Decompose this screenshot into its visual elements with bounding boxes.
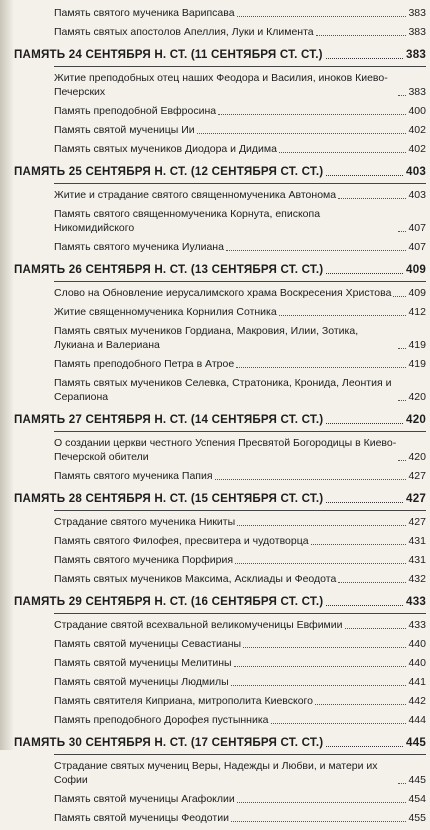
page-number: 400 [408,105,426,117]
dot-leader [326,273,403,274]
page-number: 407 [408,222,426,234]
dot-leader [237,802,407,803]
toc-entry[interactable] [14,713,426,727]
entry-title: Память святых мучеников Гордиана, Макровия, Илии, Зотика, Лукиана и Валериана [54,325,359,351]
entry-title: О создании церкви честного Успения Пресвятой Богородицы в Киево-Печерской обители [54,437,397,463]
dot-leader [398,95,406,96]
page-edge-shadow [0,0,14,750]
entry-title: Память святых мучеников Диодора и Дидима [54,143,277,155]
dot-leader [236,367,406,368]
page-number: 419 [408,358,426,370]
toc-entry[interactable] [14,286,426,300]
toc-entry[interactable] [14,240,426,254]
page-number: 419 [408,339,426,351]
page-number: 420 [408,391,426,403]
entry-title: Память святого мученика Варипсава [54,7,235,19]
dot-leader [279,152,406,153]
entry-title: Память святого мученика Иулиана [54,241,224,253]
page-number: 402 [408,124,426,136]
toc-section-heading[interactable] [14,48,426,62]
section-rule [54,431,426,432]
toc-entry[interactable] [14,515,426,529]
entry-title: Память святой мученицы Мелитины [54,657,232,669]
toc-entry[interactable] [14,357,426,371]
dot-leader [326,423,403,424]
toc-entry[interactable] [14,324,426,352]
section-title: ПАМЯТЬ 27 СЕНТЯБРЯ Н. СТ. (14 СЕНТЯБРЯ СТ. СТ.) [14,413,324,426]
entry-title: Память святителя Киприана, митрополита Киевского [54,695,313,707]
entry-title: Страдание святой всехвальной великомученицы Евфимии [54,619,343,631]
dot-leader [398,400,406,401]
toc-entry[interactable] [14,71,426,99]
toc-entry[interactable] [14,6,426,20]
dot-leader [326,746,403,747]
page-number: 427 [406,492,426,505]
toc-entry[interactable] [14,25,426,39]
dot-leader [326,605,403,606]
dot-leader [235,563,406,564]
page-number: 420 [408,451,426,463]
toc-entry[interactable] [14,572,426,586]
section-title: ПАМЯТЬ 28 СЕНТЯБРЯ Н. СТ. (15 СЕНТЯБРЯ СТ. СТ.) [14,492,324,505]
page-number: 403 [408,189,426,201]
dot-leader [271,723,407,724]
entry-title: Память святого священномученика Корнута, епископа Никомидийского [54,208,321,234]
entry-title: Слово на Обновление иерусалимского храма Воскресения Христова [54,287,392,299]
entry-title: Память святого Филофея, пресвитера и чудотворца [54,535,309,547]
section-rule [54,613,426,614]
page-number: 420 [406,413,426,426]
entry-title: Память святого мученика Папия [54,470,213,482]
page-number: 442 [408,695,426,707]
toc-entry[interactable] [14,811,426,825]
page-number: 454 [408,793,426,805]
toc-entry[interactable] [14,534,426,548]
dot-leader [326,175,403,176]
toc-section-heading[interactable] [14,736,426,750]
section-title: ПАМЯТЬ 24 СЕНТЯБРЯ Н. СТ. (11 СЕНТЯБРЯ СТ. СТ.) [14,48,323,61]
page-number: 383 [406,48,426,61]
dot-leader [231,685,407,686]
page-number: 407 [408,241,426,253]
toc-entry[interactable] [14,469,426,483]
dot-leader [398,348,406,349]
page-number: 440 [408,638,426,650]
toc-entry[interactable] [14,618,426,632]
entry-title: Память святой мученицы Людмилы [54,676,229,688]
table-of-contents [14,6,426,830]
section-rule [54,281,426,282]
page-number: 444 [408,714,426,726]
page-number: 402 [408,143,426,155]
toc-section-heading[interactable] [14,165,426,179]
dot-leader [338,582,406,583]
toc-entry[interactable] [14,656,426,670]
page-number: 431 [408,554,426,566]
dot-leader [315,704,406,705]
dot-leader [234,666,407,667]
page-number: 433 [406,595,426,608]
section-rule [54,754,426,755]
dot-leader [237,16,407,17]
toc-entry[interactable] [14,553,426,567]
entry-title: Житие священномученика Корнилия Сотника [54,306,277,318]
toc-entry[interactable] [14,792,426,806]
dot-leader [218,114,406,115]
section-title: ПАМЯТЬ 30 СЕНТЯБРЯ Н. СТ. (17 СЕНТЯБРЯ СТ. СТ.) [14,736,324,749]
section-rule [54,510,426,511]
toc-entry[interactable] [14,207,426,235]
entry-title: Память святой мученицы Феодотии [54,812,229,824]
page-number: 383 [408,26,426,38]
toc-entry[interactable] [14,142,426,156]
entry-title: Память святых мучеников Максима, Асклиады и Феодота [54,573,337,585]
dot-leader [345,628,407,629]
entry-title: Память преподобного Петра в Атрое [54,358,235,370]
page-number: 445 [406,736,426,749]
page-number: 427 [408,470,426,482]
dot-leader [231,821,407,822]
toc-section-heading[interactable] [14,263,426,277]
entry-title: Память преподобной Евфросина [54,105,217,117]
toc-entry[interactable] [14,436,426,464]
dot-leader [243,647,406,648]
entry-title: Страдание святого мученика Никиты [54,516,236,528]
dot-leader [338,198,406,199]
toc-section-heading[interactable] [14,595,426,609]
page-number: 441 [408,676,426,688]
dot-leader [237,525,406,526]
toc-entry[interactable] [14,675,426,689]
dot-leader [316,35,407,36]
toc-entry[interactable] [14,637,426,651]
entry-title: Память святых мучеников Селевка, Стратоника, Кронида, Леонтия и Серапиона [54,377,392,403]
entry-title: Страдание святых мучениц Веры, Надежды и Любви, и матери их Софии [54,760,378,786]
entry-title: Память святой мученицы Агафоклии [54,793,235,805]
toc-entry[interactable] [14,759,426,787]
page-number: 455 [408,812,426,824]
dot-leader [197,133,407,134]
entry-title: Житие преподобных отец наших Феодора и Василия, иноков Киево-Печерских [54,72,388,98]
entry-title: Память святых апостолов Апеллия, Луки и Климента [54,26,314,38]
toc-entry[interactable] [14,376,426,404]
page-number: 433 [408,619,426,631]
dot-leader [226,250,407,251]
dot-leader [279,315,407,316]
page-number: 432 [408,573,426,585]
toc-section-heading[interactable] [14,492,426,506]
dot-leader [326,502,403,503]
dot-leader [326,58,403,59]
entry-title: Память святой мученицы Севастианы [54,638,242,650]
section-title: ПАМЯТЬ 25 СЕНТЯБРЯ Н. СТ. (12 СЕНТЯБРЯ СТ. СТ.) [14,165,324,178]
entry-title: Житие и страдание святого священномученика Автонома [54,189,337,201]
section-rule [54,183,426,184]
toc-entry[interactable] [14,104,426,118]
toc-entry[interactable] [14,188,426,202]
dot-leader [311,544,407,545]
entry-title: Память святого мученика Порфирия [54,554,234,566]
toc-entry[interactable] [14,305,426,319]
toc-section-heading[interactable] [14,413,426,427]
dot-leader [398,460,406,461]
dot-leader [393,296,406,297]
section-title: ПАМЯТЬ 29 СЕНТЯБРЯ Н. СТ. (16 СЕНТЯБРЯ СТ. СТ.) [14,595,324,608]
entry-title: Память святой мученицы Ии [54,124,195,136]
page-number: 440 [408,657,426,669]
page-number: 431 [408,535,426,547]
page-number: 412 [408,306,426,318]
page-number: 383 [408,86,426,98]
page-number: 383 [408,7,426,19]
toc-entry[interactable] [14,123,426,137]
dot-leader [398,231,406,232]
dot-leader [398,783,406,784]
section-rule [54,66,426,67]
page-number: 409 [406,263,426,276]
entry-title: Память преподобного Дорофея пустынника [54,714,269,726]
dot-leader [215,479,407,480]
page-number: 445 [408,774,426,786]
section-title: ПАМЯТЬ 26 СЕНТЯБРЯ Н. СТ. (13 СЕНТЯБРЯ СТ. СТ.) [14,263,324,276]
toc-entry[interactable] [14,694,426,708]
page-number: 427 [408,516,426,528]
page-number: 409 [408,287,426,299]
page-number: 403 [406,165,426,178]
